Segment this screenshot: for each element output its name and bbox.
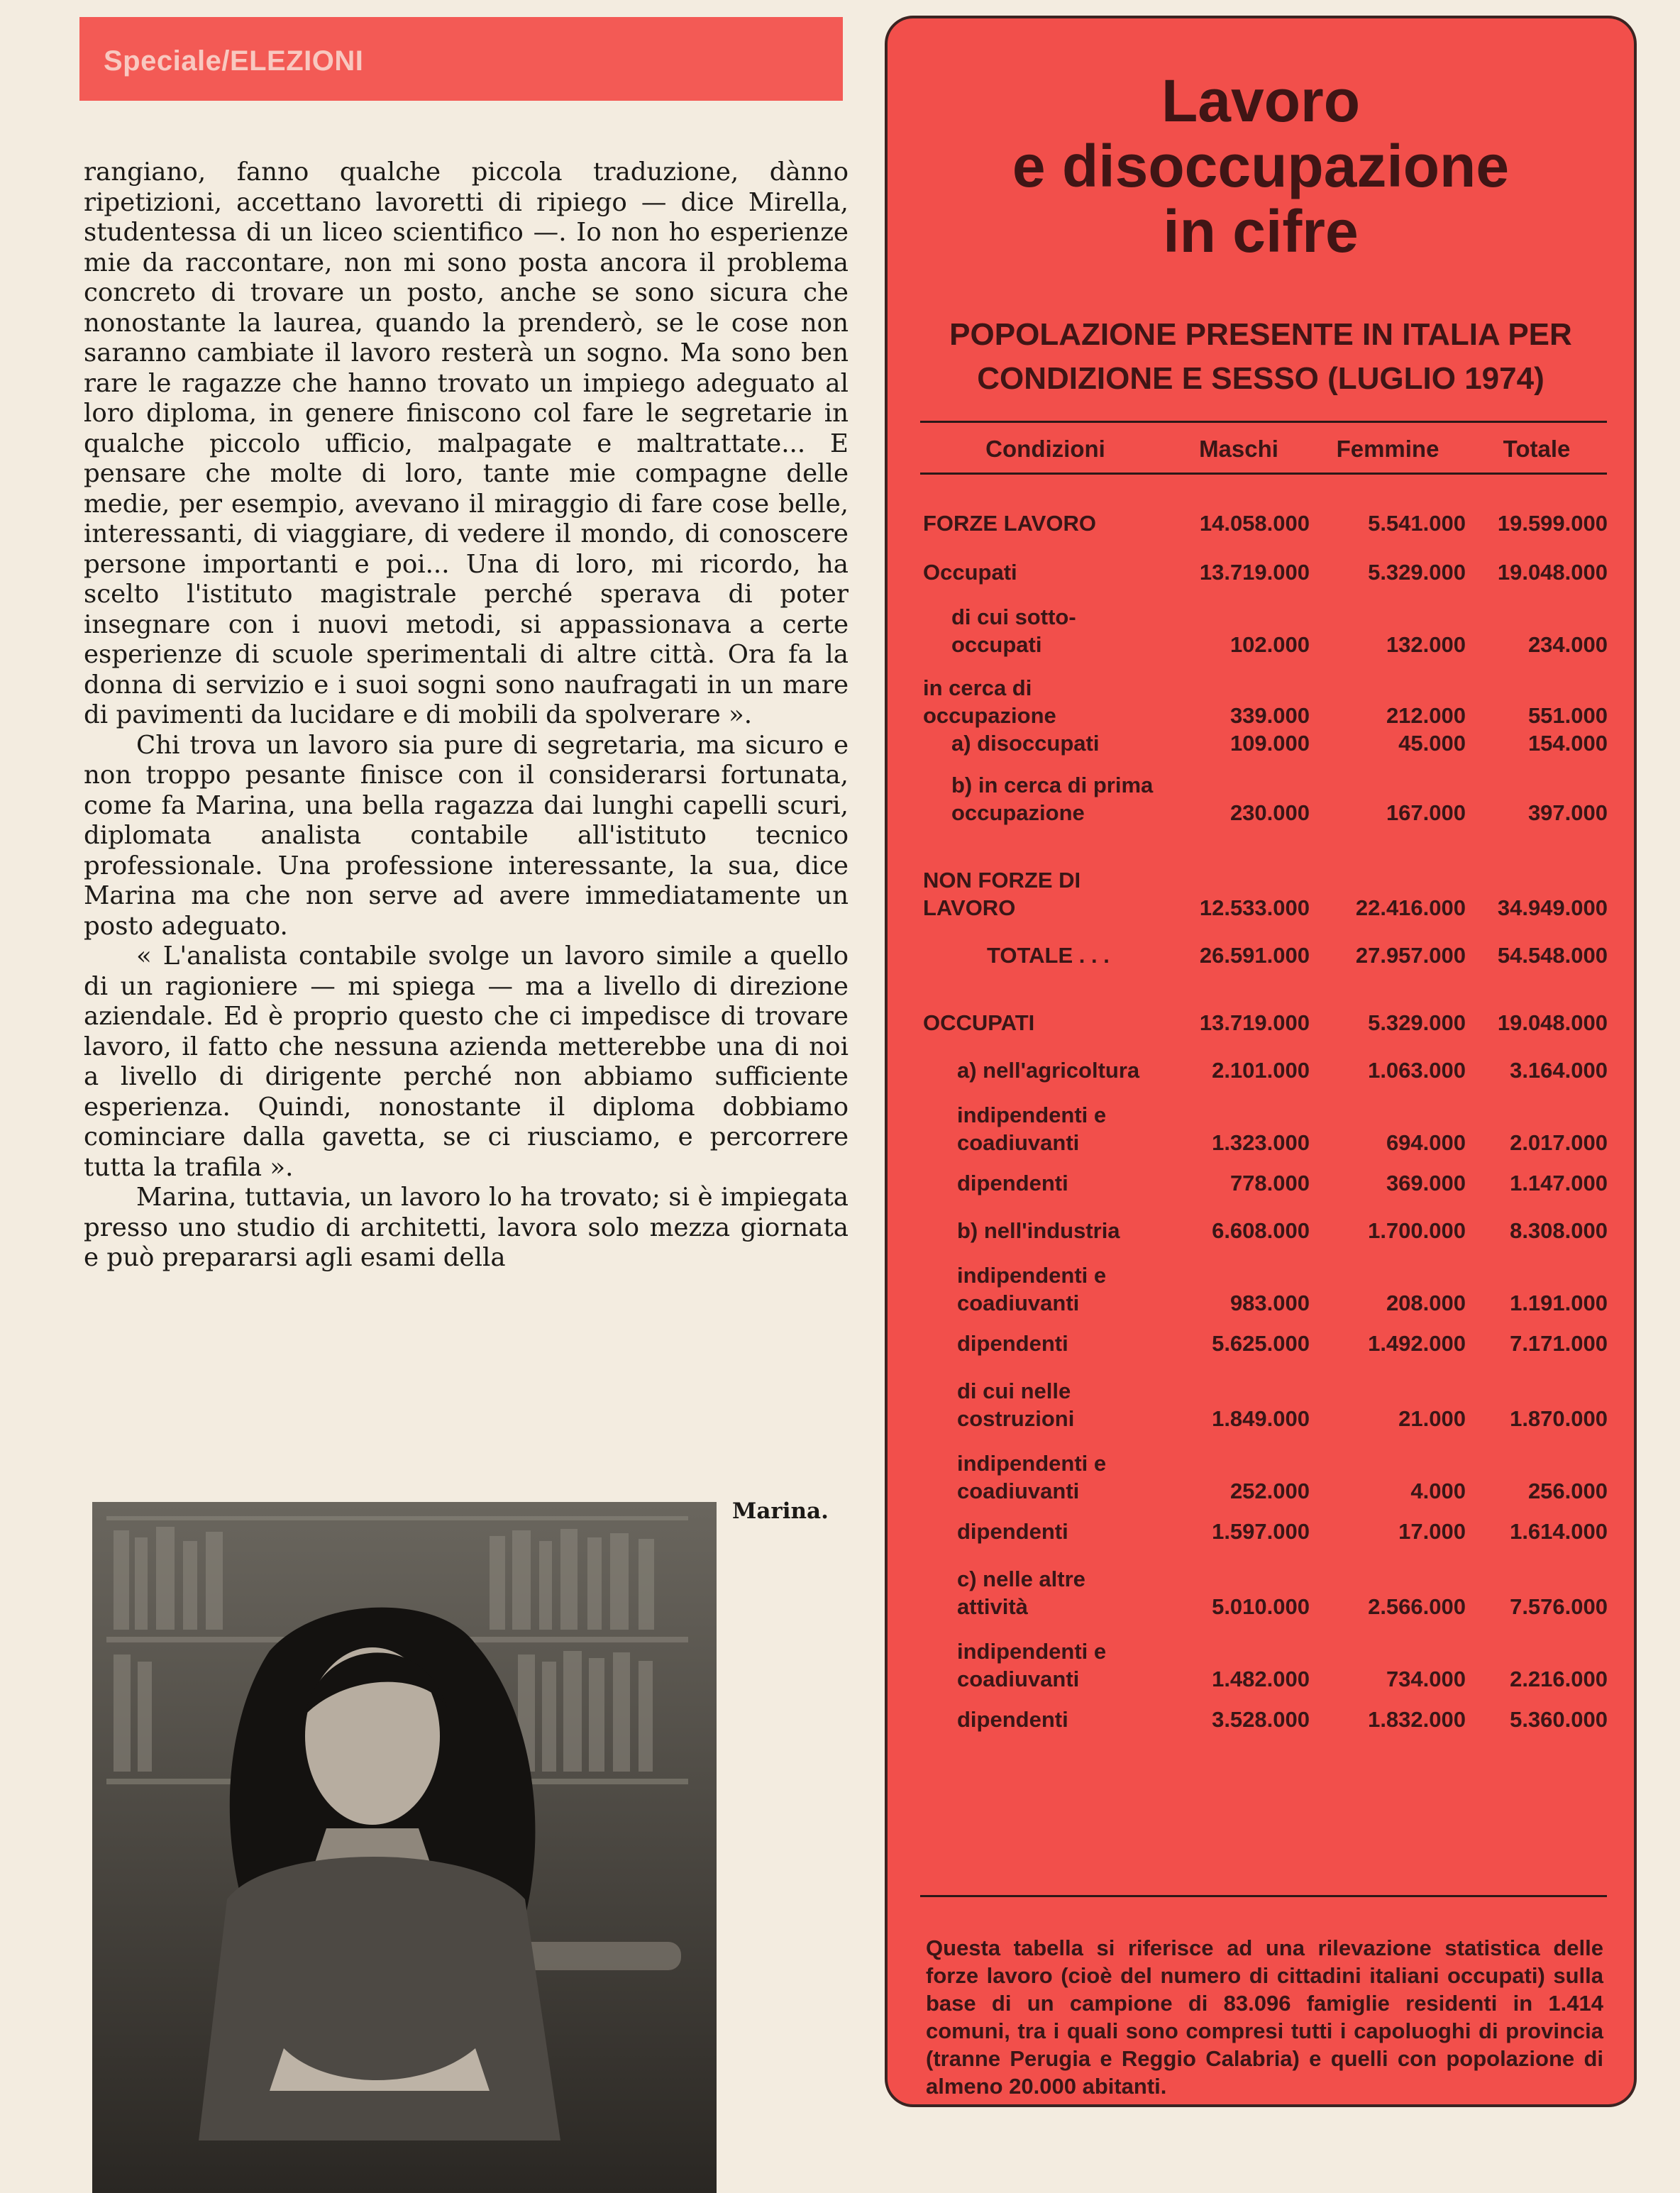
row-label: dipendenti	[957, 1171, 1068, 1195]
cell-maschi: 3.528.000	[1212, 1707, 1310, 1732]
cell-totale: 234.000	[1527, 632, 1608, 657]
row-label: FORZE LAVORO	[923, 511, 1096, 536]
table-row	[923, 1261, 1608, 1317]
cell-totale: 19.048.000	[1497, 1010, 1608, 1035]
table-row-spacer	[923, 922, 1608, 941]
spacer-cell	[923, 537, 1608, 558]
cell-totale: 1.191.000	[1510, 1291, 1608, 1315]
table-row-spacer	[923, 1620, 1608, 1637]
cell-maschi: 983.000	[1229, 1291, 1310, 1315]
cell-femmine: 208.000	[1386, 1291, 1466, 1315]
row-label: di cui sotto-occupati	[951, 604, 1076, 657]
cell-maschi: 12.533.000	[1199, 895, 1310, 920]
article-body	[84, 158, 849, 1274]
cell-maschi: 13.719.000	[1199, 1010, 1310, 1035]
portrait-illustration	[92, 1502, 717, 2193]
cell-femmine: 21.000	[1398, 1406, 1466, 1431]
cell-maschi: 109.000	[1229, 731, 1310, 756]
cell-femmine: 1.492.000	[1368, 1331, 1466, 1356]
table-row-spacer	[923, 1505, 1608, 1518]
panel-subtitle	[888, 313, 1634, 401]
table-body	[923, 475, 1608, 1733]
cell-maschi: 339.000	[1229, 703, 1310, 728]
cell-maschi: 778.000	[1229, 1171, 1310, 1195]
cell-femmine: 17.000	[1398, 1519, 1466, 1544]
table-row-spacer	[923, 1357, 1608, 1377]
table-row	[923, 509, 1608, 537]
cell-femmine: 45.000	[1398, 731, 1466, 756]
spacer-cell	[923, 1620, 1608, 1637]
section-label: Speciale/ELEZIONI	[104, 45, 364, 77]
cell-totale: 551.000	[1527, 703, 1608, 728]
table-row	[923, 1217, 1608, 1244]
cell-femmine: 132.000	[1386, 632, 1466, 657]
table-row-spacer	[923, 1084, 1608, 1101]
cell-maschi: 2.101.000	[1212, 1058, 1310, 1083]
cell-totale: 1.614.000	[1510, 1519, 1608, 1544]
table-footnote: Questa tabella si riferisce ad una rilevazione statistica delle forze lavoro (cioè del numero di cittadini italiani occupati) sulla base di un campione di 83.096 famiglie residenti in 1.414 comuni, tra i quali sono compresi tutti i capoluoghi di provincia (tranne Perugia e Reggio Calabria) e quelli con popolazione di almeno 20.000 abitanti.	[926, 1935, 1603, 2099]
table-row	[923, 1101, 1608, 1156]
spacer-cell	[923, 1432, 1608, 1449]
table-row	[923, 1518, 1608, 1545]
spacer-cell	[923, 1505, 1608, 1518]
cell-maschi: 102.000	[1229, 632, 1310, 657]
spacer-cell	[923, 1156, 1608, 1169]
table-row	[923, 866, 1608, 922]
table-row-spacer	[923, 969, 1608, 1009]
spacer-cell	[923, 969, 1608, 1009]
panel-title-line: Lavoro	[1161, 67, 1361, 134]
table-row	[923, 1637, 1608, 1693]
spacer-cell	[923, 1084, 1608, 1101]
table-row-spacer	[923, 1693, 1608, 1706]
spacer-cell	[923, 658, 1608, 674]
cell-maschi: 252.000	[1229, 1479, 1310, 1503]
cell-femmine: 4.000	[1410, 1479, 1466, 1503]
row-label: TOTALE . . .	[987, 943, 1110, 968]
cell-femmine: 1.832.000	[1368, 1707, 1466, 1732]
table-row	[923, 558, 1608, 586]
article-paragraph: Marina, tuttavia, un lavoro lo ha trovato; si è impiegata presso uno studio di architetti, lavora solo mezza giornata e può prepararsi agli esami della	[84, 1183, 849, 1272]
cell-maschi: 14.058.000	[1199, 511, 1310, 536]
cell-femmine: 212.000	[1386, 703, 1466, 728]
cell-totale: 1.147.000	[1510, 1171, 1608, 1195]
table-row	[923, 603, 1608, 658]
cell-femmine: 1.700.000	[1368, 1218, 1466, 1243]
cell-maschi: 1.849.000	[1212, 1406, 1310, 1431]
cell-femmine: 5.329.000	[1368, 560, 1466, 585]
cell-maschi: 230.000	[1229, 800, 1310, 825]
cell-femmine: 369.000	[1386, 1171, 1466, 1195]
cell-maschi: 26.591.000	[1199, 943, 1310, 968]
cell-femmine: 1.063.000	[1368, 1058, 1466, 1083]
table-row	[923, 1330, 1608, 1357]
table-row-spacer	[923, 1432, 1608, 1449]
cell-totale: 397.000	[1527, 800, 1608, 825]
row-label: Occupati	[923, 560, 1017, 585]
cell-totale: 7.576.000	[1510, 1594, 1608, 1619]
row-label: OCCUPATI	[923, 1010, 1035, 1035]
table-row-spacer	[923, 1317, 1608, 1330]
panel-title-line: e disoccupazione	[1012, 133, 1510, 199]
table-row	[923, 1706, 1608, 1733]
table-row	[923, 1449, 1608, 1505]
cell-totale: 256.000	[1527, 1479, 1608, 1503]
table-row	[923, 941, 1608, 969]
row-label: a) nell'agricoltura	[957, 1058, 1140, 1083]
cell-femmine: 27.957.000	[1355, 943, 1466, 968]
spacer-cell	[923, 1197, 1608, 1217]
article-paragraph: rangiano, fanno qualche piccola traduzione, dànno ripetizioni, accettano lavoretti di ripiego — dice Mirella, studentessa di un liceo scientifico —. Io non ho esperienze mie da raccontare, non mi sono posta ancora il problema concreto di trovare un posto, anche se sono sicura che nonostante la laurea, quando la prenderò, se le cose non saranno cambiate il lavoro resterà un sogno. Ma sono ben rare le ragazze che hanno trovato un impiego adeguato al loro diploma, in genere finiscono col fare le segretarie in qualche piccolo ufficio, malpagate e maltrattate... E pensare che molte di loro, tante mie compagne delle medie, per esempio, avevano il miraggio di fare cose belle, interessanti, di viaggiare, di vedere il mondo, di conoscere persone importanti e poi... Una di loro, mi ricordo, ha scelto l'istituto magistrale perché sperava di poter insegnare con i nuovi metodi, si appassionava a certe esperienze di scuole sperimentali di altre città. Ora fa la donna di servizio e i suoi sogni sono naufragati in un mare di pavimenti da lucidare e di mobili da spolverare ».	[84, 158, 849, 729]
cell-totale: 34.949.000	[1497, 895, 1608, 920]
row-label: NON FORZE DI LAVORO	[923, 868, 1081, 920]
panel-subtitle-line: CONDIZIONE E SESSO (LUGLIO 1974)	[977, 361, 1544, 396]
panel-title	[888, 68, 1634, 264]
cell-maschi: 6.608.000	[1212, 1218, 1310, 1243]
row-label: dipendenti	[957, 1519, 1068, 1544]
cell-totale: 3.164.000	[1510, 1058, 1608, 1083]
table-row-spacer	[923, 586, 1608, 603]
table-row-spacer	[923, 1545, 1608, 1565]
table-row	[923, 674, 1608, 729]
row-label: di cui nelle costruzioni	[957, 1379, 1075, 1431]
cell-totale: 54.548.000	[1497, 943, 1608, 968]
table-row	[923, 1565, 1608, 1620]
cell-femmine: 694.000	[1386, 1130, 1466, 1155]
photo-caption: Marina.	[732, 1498, 829, 1524]
row-label: indipendenti e coadiuvanti	[957, 1639, 1107, 1691]
statistics-panel	[885, 16, 1637, 2107]
row-label: b) nell'industria	[957, 1218, 1120, 1243]
cell-femmine: 2.566.000	[1368, 1594, 1466, 1619]
table-row-spacer	[923, 757, 1608, 771]
row-label: indipendenti e coadiuvanti	[957, 1451, 1107, 1503]
cell-totale: 2.216.000	[1510, 1667, 1608, 1691]
section-header-band	[79, 17, 843, 101]
cell-femmine: 5.329.000	[1368, 1010, 1466, 1035]
cell-femmine: 22.416.000	[1355, 895, 1466, 920]
table-row	[923, 1056, 1608, 1084]
cell-totale: 5.360.000	[1510, 1707, 1608, 1732]
spacer-cell	[923, 922, 1608, 941]
table-row	[923, 1377, 1608, 1432]
row-label: dipendenti	[957, 1707, 1068, 1732]
cell-totale: 19.599.000	[1497, 511, 1608, 536]
row-label: c) nelle altre attività	[957, 1567, 1085, 1619]
cell-totale: 19.048.000	[1497, 560, 1608, 585]
table-row-spacer	[923, 1244, 1608, 1261]
table-row-spacer	[923, 475, 1608, 509]
column-header-condizioni: Condizioni	[985, 436, 1105, 462]
spacer-cell	[923, 1357, 1608, 1377]
row-label: dipendenti	[957, 1331, 1068, 1356]
spacer-cell	[923, 757, 1608, 771]
table-row-spacer	[923, 1156, 1608, 1169]
cell-totale: 154.000	[1527, 731, 1608, 756]
panel-subtitle-line: POPOLAZIONE PRESENTE IN ITALIA PER	[949, 317, 1572, 352]
table-row	[923, 771, 1608, 827]
cell-maschi: 5.625.000	[1212, 1331, 1310, 1356]
table-header-row	[923, 423, 1608, 475]
article-paragraph: « L'analista contabile svolge un lavoro simile a quello di un ragioniere — mi spiega — ma a livello di direzione aziendale. Ed è proprio questo che ci impedisce di trovare lavoro, il fatto che nessuna azienda metterebbe una di noi a livello di dirigente perché non abbiamo sufficiente esperienza. Quindi, nonostante il diploma dobbiamo cominciare dalla gavetta, se ci riusciamo, e percorrere tutta la trafila ».	[84, 941, 849, 1182]
spacer-cell	[923, 1545, 1608, 1565]
statistics-table	[923, 423, 1608, 1733]
cell-totale: 7.171.000	[1510, 1331, 1608, 1356]
spacer-cell	[923, 586, 1608, 603]
cell-maschi: 1.597.000	[1212, 1519, 1310, 1544]
row-label: b) in cerca di prima occupazione	[951, 773, 1154, 825]
table-row-spacer	[923, 537, 1608, 558]
portrait-photo	[92, 1502, 717, 2193]
row-label: a) disoccupati	[951, 731, 1100, 756]
cell-maschi: 1.323.000	[1212, 1130, 1310, 1155]
article-paragraph: Chi trova un lavoro sia pure di segretaria, ma sicuro e non troppo pesante finisce con il considerarsi fortunata, come fa Marina, una bella ragazza dai lunghi capelli scuri, diplomata analista contabile all'istituto tecnico professionale. Una professione interessante, la sua, dice Marina ma che non serve ad avere immediatamente un posto adeguato.	[84, 730, 849, 941]
cell-totale: 1.870.000	[1510, 1406, 1608, 1431]
table-row	[923, 1169, 1608, 1197]
column-header-femmine: Femmine	[1336, 436, 1439, 462]
row-label: in cerca di occupazione	[923, 675, 1056, 728]
cell-femmine: 167.000	[1386, 800, 1466, 825]
table-bottom-rule	[920, 1895, 1607, 1897]
cell-maschi: 13.719.000	[1199, 560, 1310, 585]
cell-femmine: 5.541.000	[1368, 511, 1466, 536]
spacer-cell	[923, 475, 1608, 509]
cell-maschi: 5.010.000	[1212, 1594, 1310, 1619]
spacer-cell	[923, 827, 1608, 866]
row-label: indipendenti e coadiuvanti	[957, 1263, 1107, 1315]
column-header-maschi: Maschi	[1199, 436, 1278, 462]
cell-femmine: 734.000	[1386, 1667, 1466, 1691]
spacer-cell	[923, 1244, 1608, 1261]
table-row-spacer	[923, 658, 1608, 674]
panel-title-line: in cifre	[1163, 198, 1359, 265]
column-header-totale: Totale	[1503, 436, 1571, 462]
row-label: indipendenti e coadiuvanti	[957, 1103, 1107, 1155]
cell-totale: 2.017.000	[1510, 1130, 1608, 1155]
table-row	[923, 729, 1608, 757]
table-row	[923, 1009, 1608, 1037]
cell-totale: 8.308.000	[1510, 1218, 1608, 1243]
spacer-cell	[923, 1037, 1608, 1056]
spacer-cell	[923, 1317, 1608, 1330]
spacer-cell	[923, 1693, 1608, 1706]
table-row-spacer	[923, 1037, 1608, 1056]
table-row-spacer	[923, 1197, 1608, 1217]
cell-maschi: 1.482.000	[1212, 1667, 1310, 1691]
table-row-spacer	[923, 827, 1608, 866]
